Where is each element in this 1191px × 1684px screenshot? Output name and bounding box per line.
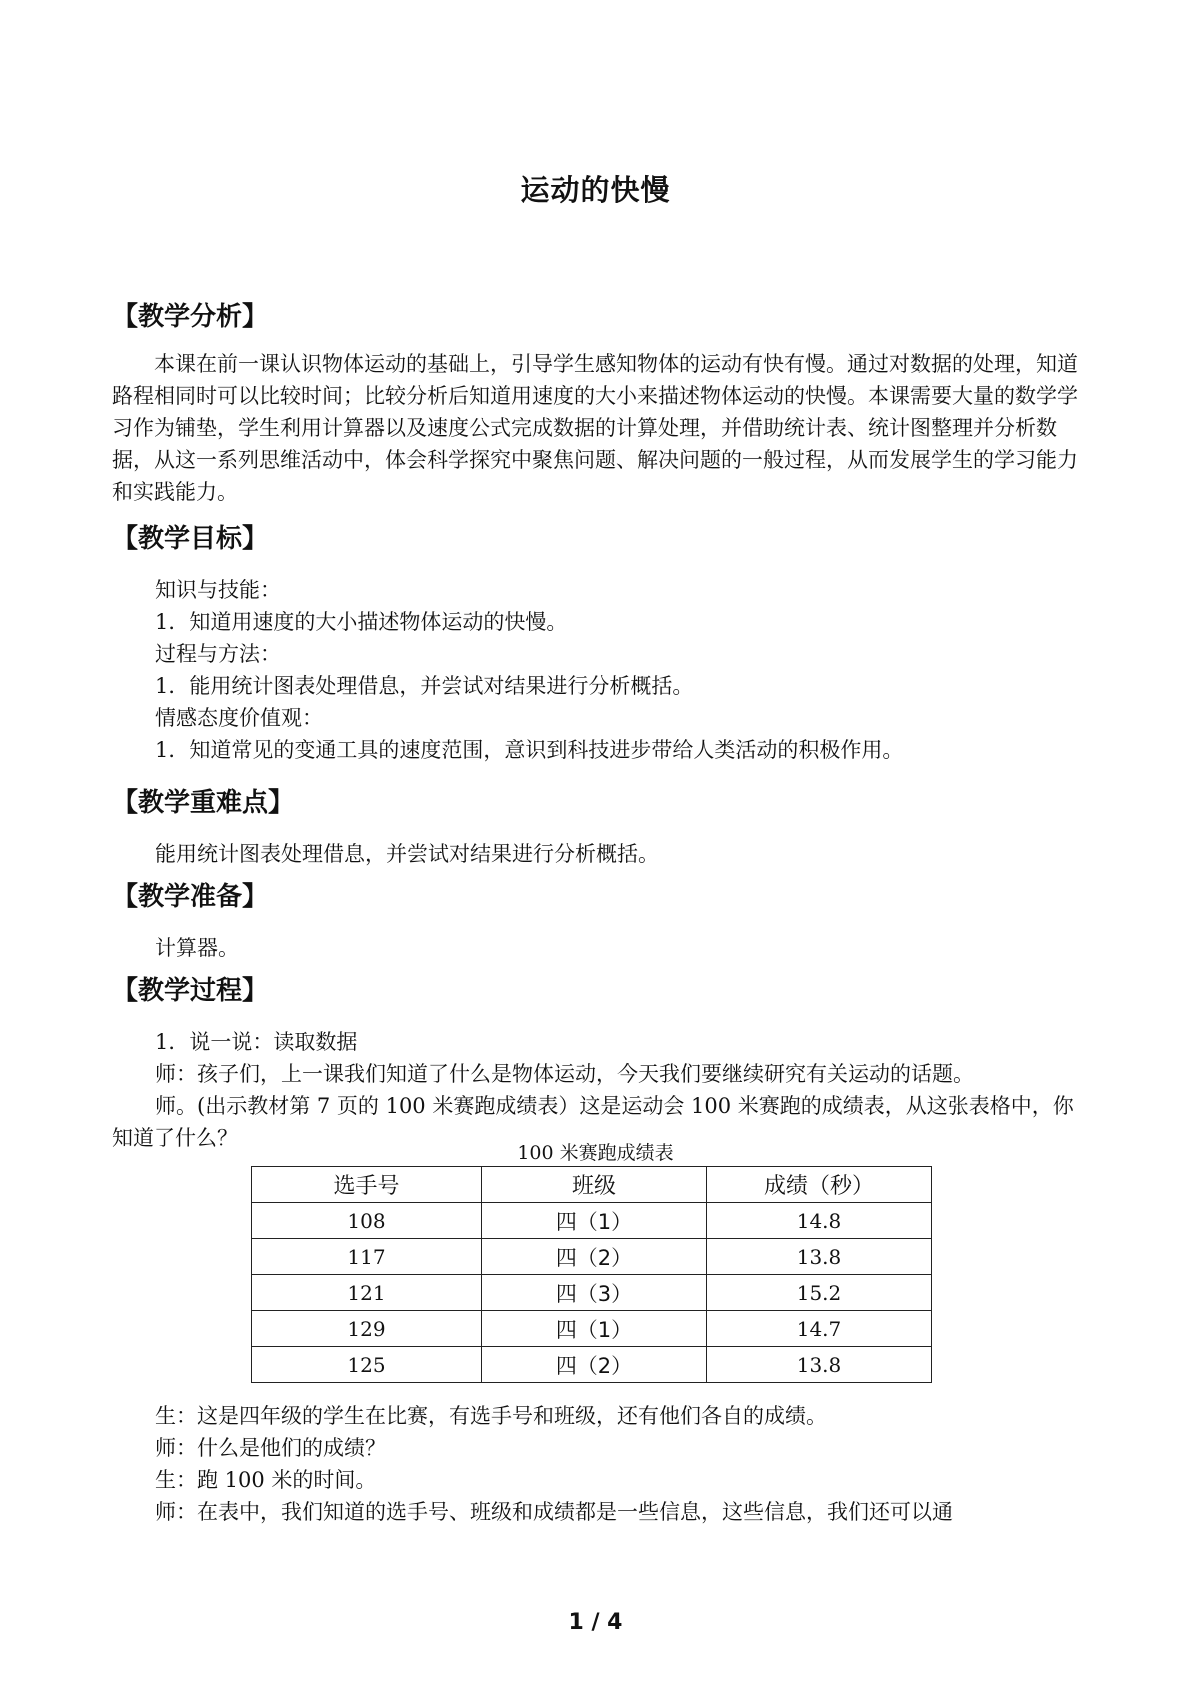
dialogue-line: 生：跑 100 米的时间。 <box>155 1468 377 1492</box>
dialogue-line: 师：什么是他们的成绩？ <box>155 1436 386 1460</box>
table-row <box>252 1239 932 1275</box>
analysis-text: 本课在前一课认识物体运动的基础上，引导学生感知物体的运动有快有慢。通过对数据的处理，知道路程相同时可以比较时间；比较分析后知道用速度的大小来描述物体运动的快慢。本课需要大量的数学学习作为铺垫，学生利用计算器以及速度公式完成数据的计算处理，并借助统计表、统计图整理并分析数据，从这一系列思维活动中，体会科学探究中聚焦问题、解决问题的一般过程，从而发展学生的学习能力和实践能力。 <box>112 352 1078 504</box>
page-title: 运动的快慢 <box>520 173 671 207</box>
cell-score: 15.2 <box>707 1275 932 1311</box>
cell-score: 14.8 <box>707 1203 932 1239</box>
key-points-line: 能用统计图表处理借息，并尝试对结果进行分析概括。 <box>155 842 659 866</box>
process-paragraph-text: 师。(出示教材第 7 页的 100 米赛跑成绩表）这是运动会 100 米赛跑的成绩表，从这张表格中，你知道了什么？ <box>112 1094 1074 1150</box>
preparation-line: 计算器。 <box>155 936 239 960</box>
process-line: 1．说一说：读取数据 <box>155 1030 358 1054</box>
cell-player-number: 117 <box>252 1239 482 1275</box>
table-row <box>252 1275 932 1311</box>
cell-player-number: 129 <box>252 1311 482 1347</box>
cell-player-number: 108 <box>252 1203 482 1239</box>
process-line: 师：孩子们，上一课我们知道了什么是物体运动，今天我们要继续研究有关运动的话题。 <box>155 1062 974 1086</box>
cell-score: 13.8 <box>707 1347 932 1383</box>
heading-preparation: 【教学准备】 <box>112 882 269 912</box>
table-row <box>252 1311 932 1347</box>
header-player-number: 选手号 <box>252 1167 482 1203</box>
analysis-paragraph <box>112 348 1087 508</box>
cell-class: 四（2） <box>482 1347 707 1383</box>
heading-process: 【教学过程】 <box>112 976 269 1006</box>
goals-line: 情感态度价值观： <box>155 706 323 730</box>
header-class: 班级 <box>482 1167 707 1203</box>
cell-score: 14.7 <box>707 1311 932 1347</box>
goals-line: 过程与方法： <box>155 642 281 666</box>
goals-line: 1．知道用速度的大小描述物体运动的快慢。 <box>155 610 568 634</box>
dialogue-line: 师：在表中，我们知道的选手号、班级和成绩都是一些信息，这些信息，我们还可以通 <box>155 1500 953 1524</box>
cell-class: 四（1） <box>482 1203 707 1239</box>
page-number: 1 / 4 <box>568 1610 623 1635</box>
dialogue-line: 生：这是四年级的学生在比赛，有选手号和班级，还有他们各自的成绩。 <box>155 1404 827 1428</box>
heading-analysis: 【教学分析】 <box>112 302 269 332</box>
cell-class: 四（2） <box>482 1239 707 1275</box>
cell-player-number: 121 <box>252 1275 482 1311</box>
table-row <box>252 1203 932 1239</box>
heading-key-points: 【教学重难点】 <box>112 788 295 818</box>
goals-line: 1．知道常见的变通工具的速度范围，意识到科技进步带给人类活动的积极作用。 <box>155 738 904 762</box>
goals-line: 知识与技能： <box>155 578 281 602</box>
goals-line: 1．能用统计图表处理借息，并尝试对结果进行分析概括。 <box>155 674 694 698</box>
header-score: 成绩（秒） <box>707 1167 932 1203</box>
table-row <box>252 1347 932 1383</box>
table-caption: 100 米赛跑成绩表 <box>517 1142 674 1164</box>
cell-class: 四（3） <box>482 1275 707 1311</box>
scores-table <box>251 1166 932 1383</box>
cell-class: 四（1） <box>482 1311 707 1347</box>
heading-goals: 【教学目标】 <box>112 524 269 554</box>
cell-score: 13.8 <box>707 1239 932 1275</box>
cell-player-number: 125 <box>252 1347 482 1383</box>
table-header-row <box>252 1167 932 1203</box>
